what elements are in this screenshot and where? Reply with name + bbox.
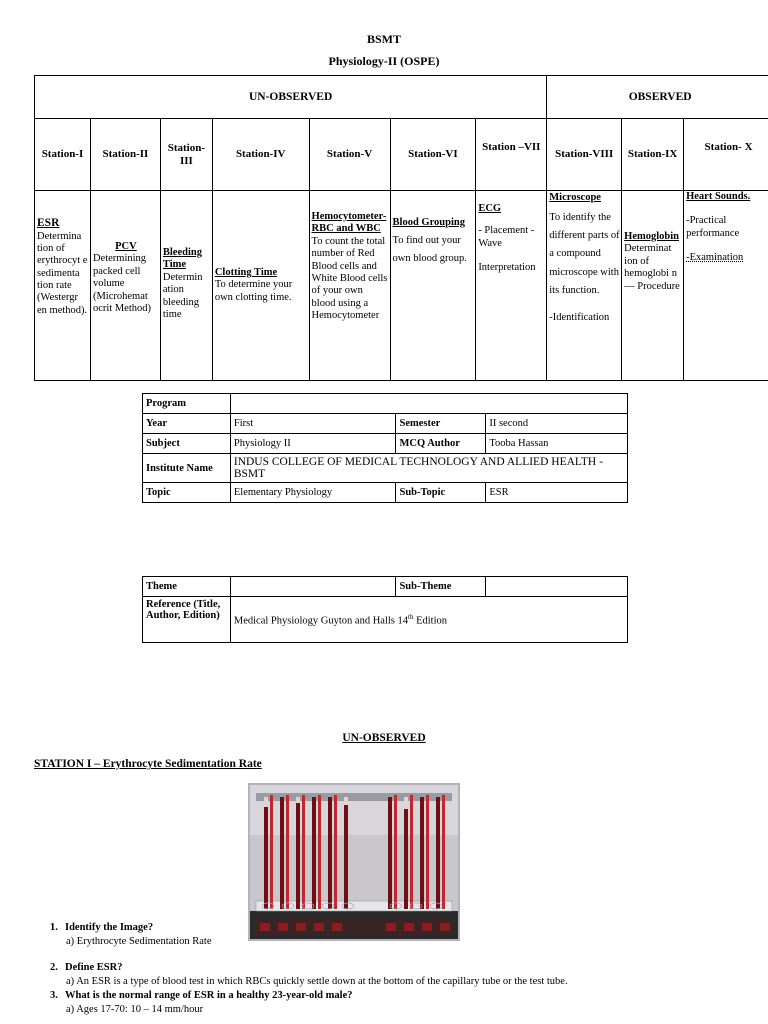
station-1-label: Station-I bbox=[35, 119, 91, 191]
theme-table bbox=[142, 576, 628, 643]
subtheme-label: Sub-Theme bbox=[396, 577, 486, 597]
subject-value: Physiology II bbox=[230, 434, 396, 454]
subject-label: Subject bbox=[143, 434, 231, 454]
semester-label: Semester bbox=[396, 414, 486, 434]
mcq-author-value: Tooba Hassan bbox=[486, 434, 628, 454]
station-7-title: ECG bbox=[478, 203, 502, 214]
station-10-label: Station- X bbox=[684, 119, 768, 191]
stations-table bbox=[34, 75, 768, 381]
station-1-content bbox=[35, 191, 91, 381]
program-title: BSMT bbox=[366, 32, 401, 46]
year-label: Year bbox=[143, 414, 231, 434]
station-2-label: Station-II bbox=[90, 119, 160, 191]
station-9-label: Station-IX bbox=[622, 119, 684, 191]
station-6-label: Station-VI bbox=[390, 119, 476, 191]
subtheme-value bbox=[486, 577, 628, 597]
station-1-title: ESR bbox=[37, 217, 60, 229]
institute-value: INDUS COLLEGE OF MEDICAL TECHNOLOGY AND ALLIED HEALTH -BSMT bbox=[230, 454, 627, 483]
station-3-content bbox=[160, 191, 212, 381]
theme-label: Theme bbox=[143, 577, 231, 597]
station-9-content bbox=[622, 191, 684, 381]
year-value: First bbox=[230, 414, 396, 434]
section-heading: UN-OBSERVED bbox=[342, 732, 426, 744]
station-6-title: Blood Grouping bbox=[392, 217, 465, 228]
station-2-title: PCV bbox=[115, 241, 137, 252]
reference-value: Medical Physiology Guyton and Halls 14th Edition bbox=[230, 597, 627, 643]
station-8-desc: To identify the different parts of a compound microscope with its function. bbox=[549, 211, 620, 297]
station-10-content bbox=[684, 191, 768, 381]
question-2: 2. Define ESR? bbox=[50, 962, 123, 973]
station-7-extra: Interpretation bbox=[478, 262, 536, 274]
question-3: 3. What is the normal range of ESR in a healthy 23-year-old male? bbox=[50, 990, 353, 1001]
station-10-extra: -Examination bbox=[686, 252, 744, 264]
topic-value: Elementary Physiology bbox=[230, 483, 396, 503]
station-4-label: Station-IV bbox=[212, 119, 309, 191]
subtopic-label: Sub-Topic bbox=[396, 483, 486, 503]
answer-2: a) An ESR is a type of blood test in which RBCs quickly settle down at the bottom of the capillary tube or the test tube. bbox=[66, 976, 568, 987]
program-label: Program bbox=[143, 394, 231, 414]
mcq-author-label: MCQ Author bbox=[396, 434, 486, 454]
answer-1: a) Erythrocyte Sedimentation Rate bbox=[66, 936, 212, 947]
station-6-content bbox=[390, 191, 476, 381]
unobserved-header: UN-OBSERVED bbox=[35, 76, 547, 119]
station-4-content bbox=[212, 191, 309, 381]
station-8-title: Microscope bbox=[549, 192, 601, 203]
station-8-label: Station-VIII bbox=[547, 119, 622, 191]
question-1: 1. Identify the Image? bbox=[50, 922, 154, 933]
station-7-label: Station –VII bbox=[476, 119, 547, 191]
station-3-desc: Determin ation bleeding time bbox=[162, 271, 203, 320]
station-2-desc: Determining packed cell volume (Microhemat ocrit Method) bbox=[92, 253, 151, 314]
station-7-content bbox=[476, 191, 547, 381]
semester-value: II second bbox=[486, 414, 628, 434]
station-5-content bbox=[309, 191, 390, 381]
station-9-title: Hemoglobin bbox=[624, 231, 679, 242]
station-3-title: Bleeding Time bbox=[162, 247, 202, 271]
station-4-desc: To determine your own clotting time. bbox=[214, 279, 293, 303]
station-10-title: Heart Sounds. bbox=[686, 191, 751, 202]
station-8-extra: -Identification bbox=[549, 311, 610, 323]
theme-value bbox=[230, 577, 396, 597]
station-5-label: Station-V bbox=[309, 119, 390, 191]
station-7-desc: - Placement -Wave bbox=[478, 225, 535, 249]
station-title: STATION I – Erythrocyte Sedimentation Rate bbox=[34, 758, 262, 770]
course-info-table bbox=[142, 393, 628, 503]
answer-3: a) Ages 17-70: 10 – 14 mm/hour bbox=[66, 1004, 204, 1015]
esr-tubes-image bbox=[248, 783, 460, 941]
station-9-desc: Determinat ion of hemoglobi n — Procedure bbox=[624, 243, 680, 292]
topic-label: Topic bbox=[143, 483, 231, 503]
reference-label: Reference (Title, Author, Edition) bbox=[143, 597, 231, 643]
station-2-content bbox=[90, 191, 160, 381]
station-3-label: Station-III bbox=[160, 119, 212, 191]
station-5-title: Hemocytometer- RBC and WBC bbox=[311, 211, 387, 235]
observed-header: OBSERVED bbox=[547, 76, 768, 119]
program-value bbox=[230, 394, 627, 414]
station-5-desc: To count the total number of Red Blood cells and White Blood cells of your own blood using a Hemocytometer bbox=[311, 235, 388, 321]
station-6-desc: To find out your own blood group. bbox=[392, 234, 467, 264]
course-title: Physiology-II (OSPE) bbox=[328, 54, 440, 68]
institute-label: Institute Name bbox=[143, 454, 231, 483]
station-8-content bbox=[547, 191, 622, 381]
station-4-title: Clotting Time bbox=[214, 267, 278, 278]
subtopic-value: ESR bbox=[486, 483, 628, 503]
station-1-desc: Determina tion of erythrocyt e sedimenta tion rate (Westergr en method). bbox=[37, 230, 88, 316]
station-10-desc: -Practical performance bbox=[686, 215, 740, 239]
